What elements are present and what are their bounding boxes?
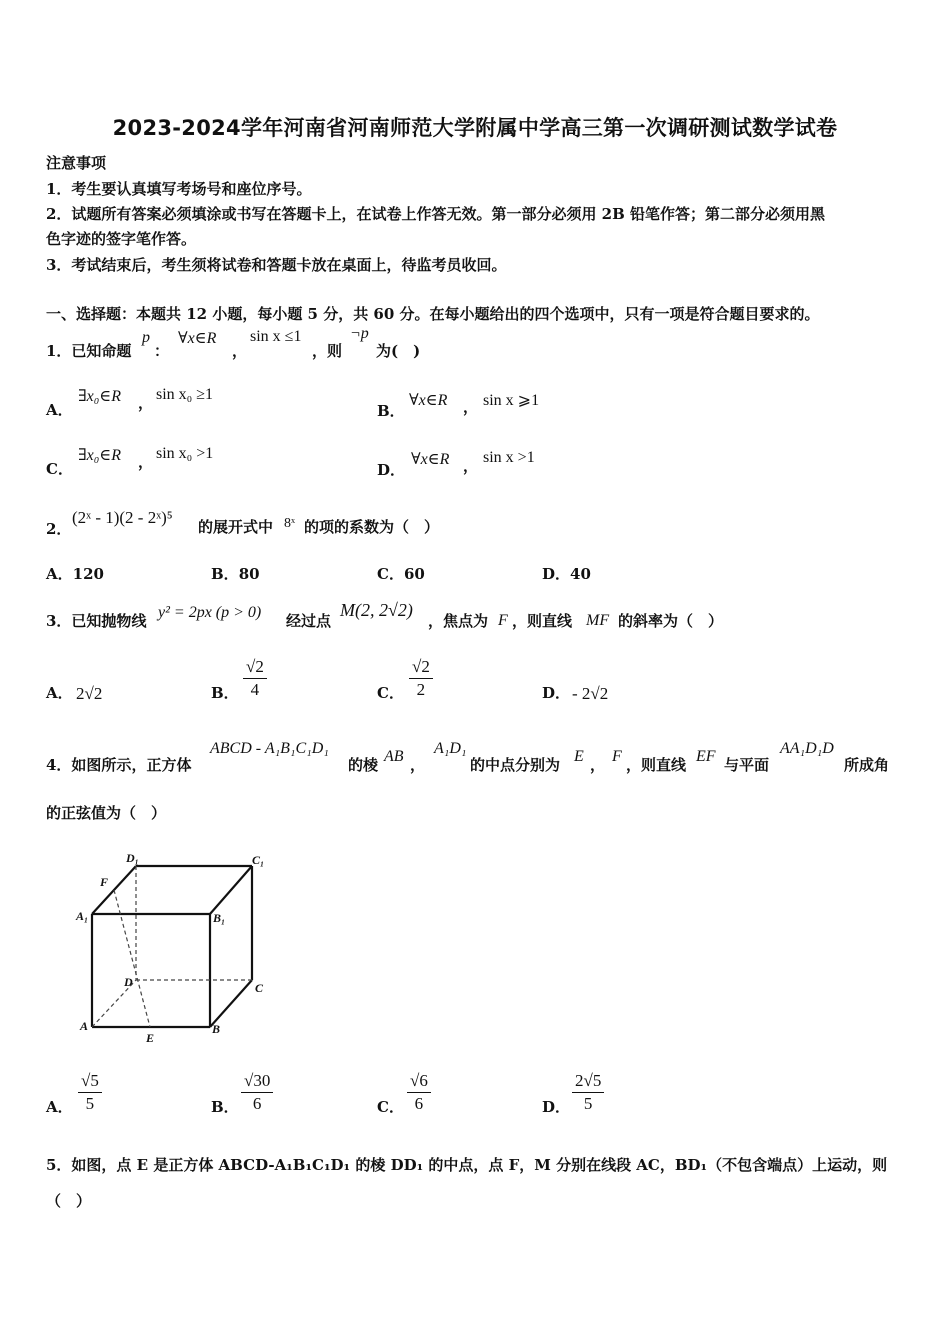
q4-A1D1: A₁D₁ — [434, 740, 467, 757]
q1-suffix: 为( ) — [376, 342, 421, 360]
q3-mid3: ，则直线 — [512, 612, 573, 630]
notice-item-1: 1．考生要认真填写考场号和座位序号。 — [46, 180, 312, 198]
q2-suffix: 的项的系数为（ ） — [304, 518, 440, 536]
q4-suffix: 所成角 — [844, 756, 890, 774]
fraction: $\frac{2√5}{5}$ — [572, 1070, 604, 1115]
fraction: $\frac{√5}{5}$ — [78, 1070, 102, 1115]
label-A1: A₁ — [76, 909, 89, 923]
q4-cube: ABCD - A₁B₁C₁D₁ — [210, 740, 329, 757]
q2-term: 8ˣ — [284, 516, 296, 531]
option-label: D． — [542, 684, 571, 702]
q4-prefix: 4．如图所示，正方体 — [46, 756, 192, 774]
q3-MF: MF — [586, 612, 610, 629]
q2-expr: (2ˣ - 1)(2 - 2ˣ)⁵ — [72, 508, 173, 527]
cube-hidden-edges — [92, 866, 252, 1027]
option-text: 2√2 — [76, 684, 103, 703]
section-heading: 一、选择题：本题共 12 小题，每小题 5 分，共 60 分。在每小题给出的四个选项中，只有一项是符合题目要求的。 — [46, 305, 820, 323]
q4-mid3: ，则直线 — [626, 756, 687, 774]
q4-mid1: 的棱 — [348, 756, 379, 774]
option-label: C． — [46, 460, 73, 478]
q2-option-b[interactable] — [211, 563, 260, 584]
question-5-cont: （ ） — [46, 1192, 92, 1210]
q2-option-d[interactable] — [542, 563, 591, 584]
option-text: - 2√2 — [572, 684, 609, 703]
q4-mid2: 的中点分别为 — [470, 756, 561, 774]
page-title: 2023-2024学年河南省河南师范大学附属中学高三第一次调研测试数学试卷 — [112, 116, 838, 140]
option-label: B． — [211, 1098, 239, 1116]
q1-then: ，则 — [312, 342, 343, 360]
q3-suffix: 的斜率为（ ） — [618, 612, 724, 630]
q4-AB: AB — [384, 748, 404, 765]
option-label: B． — [211, 684, 239, 702]
option-label: D． — [377, 461, 406, 479]
option-label: A． — [46, 565, 73, 583]
option-label: A． — [46, 1098, 73, 1116]
option-text: 80 — [238, 565, 260, 583]
q3-F: F — [498, 612, 508, 629]
q1-sin: sin x ≤1 — [250, 328, 302, 345]
q1-colon: ： — [154, 342, 170, 360]
option-text: ∀x∈R — [409, 392, 448, 409]
option-label: B． — [211, 565, 239, 583]
label-A: A — [80, 1019, 89, 1033]
q1-prefix: 1．已知命题 — [46, 342, 132, 360]
q4-sep2: ， — [590, 756, 606, 774]
label-B1: B₁ — [213, 911, 226, 925]
option-text: sin x >1 — [483, 449, 535, 466]
notice-item-3: 3．考试结束后，考生须将试卷和答题卡放在桌面上，待监考员收回。 — [46, 256, 507, 274]
option-text: sin x ⩾1 — [483, 392, 540, 409]
label-D: D — [124, 975, 133, 989]
q4-EF: EF — [696, 748, 716, 765]
option-label: C． — [377, 1098, 404, 1116]
notice-item-2-cont: 色字迹的签字笔作答。 — [46, 230, 197, 248]
fraction: $\frac{√6}{6}$ — [407, 1070, 431, 1115]
q4-sep: ， — [410, 756, 426, 774]
q3-mid2: ，焦点为 — [428, 612, 489, 630]
q2-option-c[interactable] — [377, 563, 425, 584]
label-C1: C₁ — [252, 853, 265, 867]
q3-point: M(2, 2√2) — [340, 600, 413, 620]
q1-notp: ¬p — [350, 325, 369, 342]
option-text: 60 — [403, 565, 425, 583]
option-label: D． — [542, 1098, 571, 1116]
q3-prefix: 3．已知抛物线 — [46, 612, 147, 630]
q3-eq: y² = 2px (p > 0) — [158, 604, 262, 621]
q4-line2: 的正弦值为（ ） — [46, 804, 167, 822]
q2-mid: 的展开式中 — [198, 518, 274, 536]
cube-figure — [70, 850, 300, 1050]
q4-plane: AA₁D₁D — [780, 740, 834, 757]
q1-p: p — [142, 329, 150, 346]
label-F: F — [100, 875, 109, 889]
q2-prefix: 2． — [46, 520, 72, 538]
fraction: $\frac{√30}{6}$ — [241, 1070, 273, 1115]
option-text: ∃x₀∈R — [78, 447, 121, 464]
label-E: E — [146, 1031, 155, 1045]
q4-F: F — [612, 748, 622, 765]
q1-forall: ∀x∈R — [178, 330, 217, 347]
fraction: $\frac{√2}{4}$ — [243, 656, 267, 701]
notice-item-2: 2．试题所有答案必须填涂或书写在答题卡上，在试卷上作答无效。第一部分必须用 2B 铅笔作答；第二部分必须用黑 — [46, 205, 826, 223]
option-label: D． — [542, 565, 571, 583]
option-text: sin x₀ >1 — [156, 445, 214, 462]
option-text: ∀x∈R — [411, 451, 450, 468]
option-label: C． — [377, 684, 404, 702]
option-label: A． — [46, 684, 73, 702]
label-D1: D₁ — [126, 851, 139, 865]
option-text: 40 — [570, 565, 591, 583]
cube-solid-edges — [92, 866, 252, 1027]
q1-comma: ， — [232, 342, 248, 360]
label-C: C — [255, 981, 264, 995]
option-text: ∃x₀∈R — [78, 388, 121, 405]
option-label: C． — [377, 565, 404, 583]
label-B: B — [212, 1022, 221, 1036]
option-label: A． — [46, 401, 73, 419]
q3-mid1: 经过点 — [286, 612, 332, 630]
option-text: 120 — [72, 565, 104, 583]
question-5: 5．如图，点 E 是正方体 ABCD-A₁B₁C₁D₁ 的棱 DD₁ 的中点，点 F，M 分别在线段 AC，BD₁（不包含端点）上运动，则 — [46, 1156, 888, 1174]
fraction: $\frac{√2}{2}$ — [409, 656, 433, 701]
q4-E: E — [574, 748, 584, 765]
q2-option-a[interactable] — [46, 563, 104, 584]
option-text: sin x₀ ≥1 — [156, 386, 214, 403]
q4-mid4: 与平面 — [724, 756, 770, 774]
option-label: B． — [377, 402, 405, 420]
notice-heading: 注意事项 — [46, 154, 107, 172]
